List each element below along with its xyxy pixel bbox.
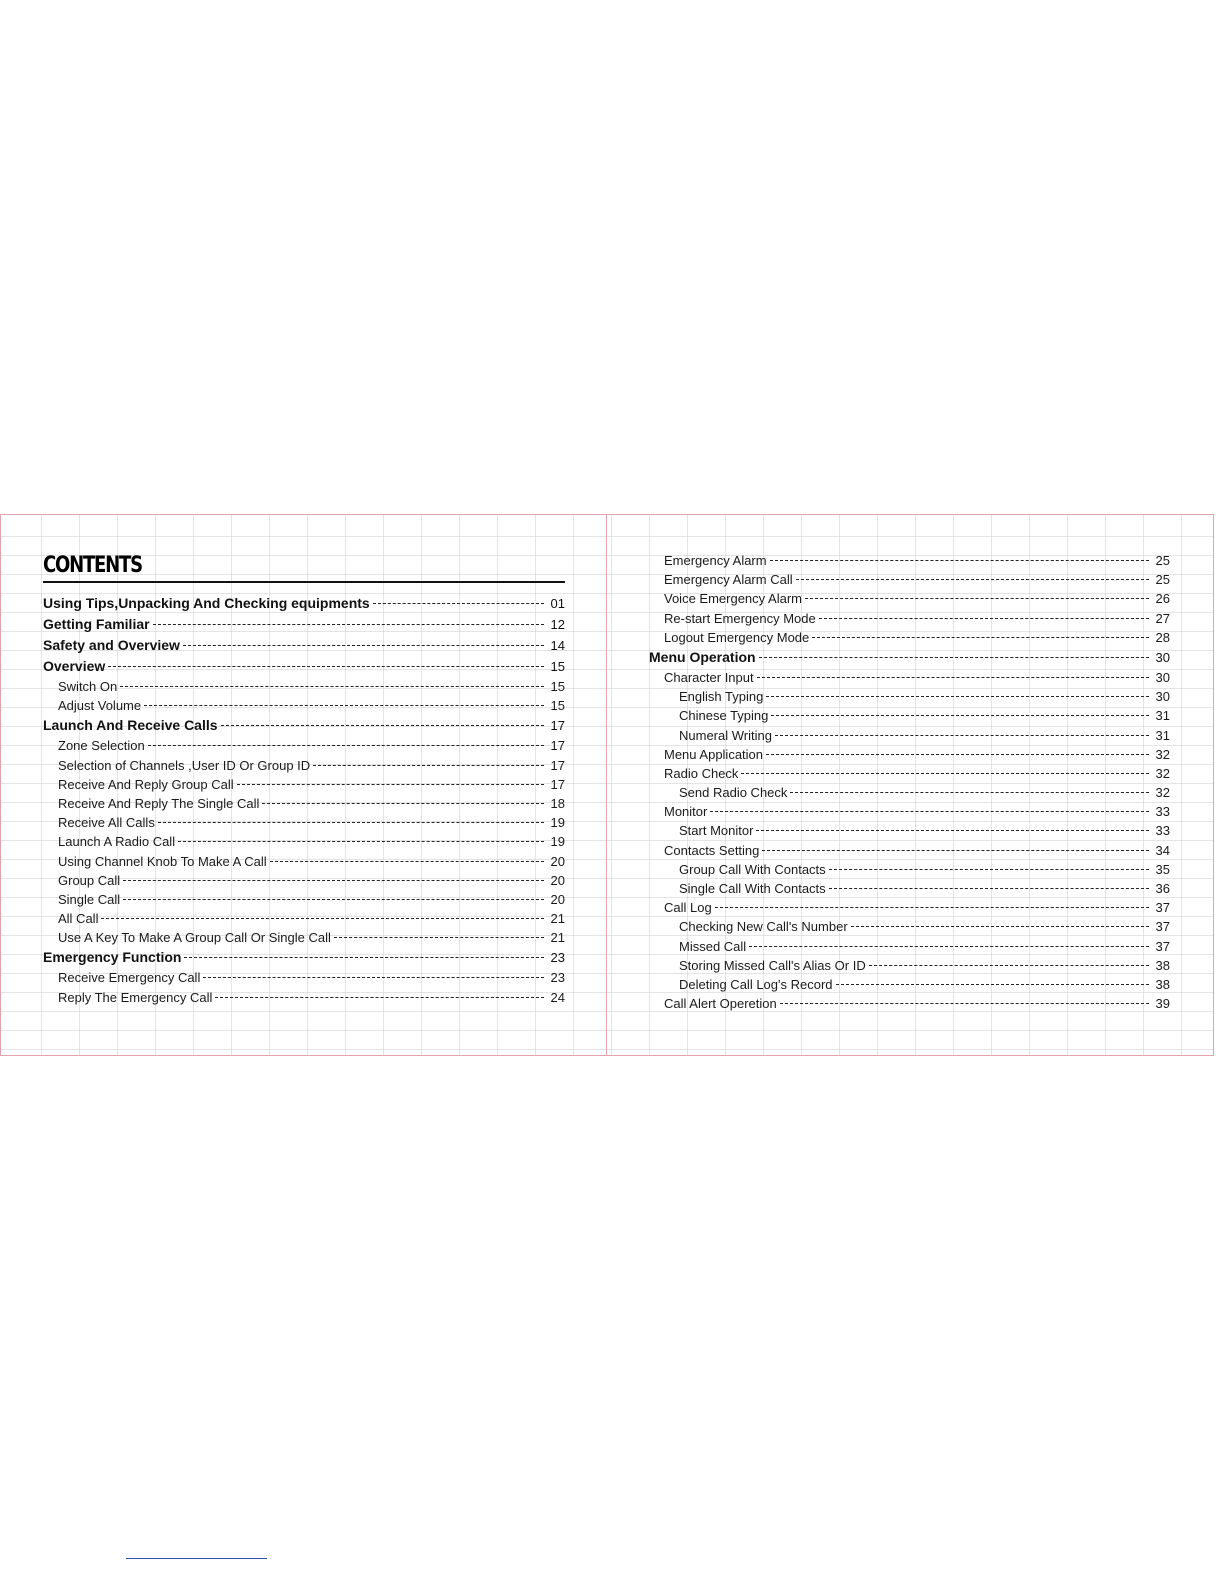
toc-page-number: 37 [1155,919,1170,935]
toc-entry-adjust-volume[interactable] [43,696,565,715]
footer-link-underline [126,1558,267,1559]
toc-entry-label: Single Call With Contacts [679,881,826,896]
toc-entry-label: Receive All Calls [58,815,155,831]
toc-page-number: 33 [1155,823,1170,839]
toc-page-number: 35 [1155,861,1170,877]
toc-page-number: 26 [1155,591,1170,607]
toc-page-number: 19 [550,834,565,850]
toc-dot-leader [796,579,1149,580]
toc-page-number: 20 [550,891,565,907]
toc-dot-leader [108,666,544,667]
toc-entry-group-call-with-contacts[interactable] [649,860,1170,879]
toc-page-number: 20 [550,872,565,888]
toc-page-number: 39 [1155,996,1170,1012]
toc-entry-overview[interactable] [43,656,565,677]
toc-entry-using-tips-unpacking-and-checking-equipments[interactable] [43,593,565,614]
toc-entry-label: Voice Emergency Alarm [664,591,803,607]
toc-entry-group-call[interactable] [43,871,565,890]
toc-page-number: 15 [550,659,565,674]
page-fold-line [606,515,607,1055]
toc-page-number: 17 [550,738,565,754]
toc-entry-zone-selection[interactable] [43,736,565,755]
toc-page-number: 30 [1155,669,1170,685]
toc-dot-leader [851,926,1149,927]
toc-entry-receive-and-reply-group-call[interactable] [43,775,565,794]
toc-entry-emergency-alarm-call[interactable] [649,570,1170,589]
toc-entry-missed-call[interactable] [649,937,1170,956]
toc-dot-leader [158,822,544,823]
toc-entry-label: Send Radio Check [679,785,788,801]
toc-entry-label: Numeral Writing [679,727,772,743]
toc-dot-leader [715,907,1149,908]
toc-entry-send-radio-check[interactable] [649,783,1170,802]
toc-entry-label: Emergency Function [43,949,182,966]
toc-page-number: 15 [550,679,565,694]
manual-spread [0,514,1214,1056]
toc-page-number: 17 [550,776,565,792]
contents-title: CONTENTS [43,553,142,578]
toc-entry-label: Radio Check [664,765,739,781]
toc-entry-label: Call Alert Operetion [664,996,777,1012]
toc-dot-leader [221,725,544,726]
toc-entry-call-alert-operetion[interactable] [649,994,1170,1013]
toc-page-number: 17 [550,757,565,773]
toc-entry-single-call-with-contacts[interactable] [649,879,1170,898]
toc-entry-label: Group Call With Contacts [679,861,826,877]
toc-dot-leader [790,792,1149,793]
toc-dot-leader [741,773,1149,774]
toc-entry-launch-and-receive-calls[interactable] [43,715,565,736]
toc-entry-label: Receive Emergency Call [58,970,201,986]
toc-entry-monitor[interactable] [649,802,1170,821]
toc-entry-label: Menu Application [664,746,764,762]
toc-entry-call-log[interactable] [649,898,1170,917]
toc-entry-voice-emergency-alarm[interactable] [649,589,1170,608]
toc-page-number: 27 [1155,610,1170,626]
toc-dot-leader [184,957,544,958]
toc-entry-label: Selection of Channels ,User ID Or Group ID [58,757,311,773]
toc-dot-leader [812,637,1149,638]
toc-dot-leader [183,645,544,646]
toc-entry-label: Logout Emergency Mode [664,629,810,645]
toc-entry-label: Group Call [58,872,121,888]
toc-page-number: 37 [1155,900,1170,916]
toc-page-number: 30 [1155,689,1170,705]
toc-page-number: 21 [550,911,565,927]
toc-dot-leader [766,696,1149,697]
toc-entry-character-input[interactable] [649,668,1170,687]
toc-entry-label: Reply The Emergency Call [58,989,213,1005]
toc-page-number: 18 [550,795,565,811]
toc-page-number: 20 [550,853,565,869]
toc-page-number: 31 [1155,727,1170,743]
toc-dot-leader [313,765,544,766]
toc-entry-label: Using Channel Knob To Make A Call [58,853,267,869]
toc-dot-leader [805,598,1149,599]
toc-page-number: 33 [1155,804,1170,820]
toc-entry-menu-application[interactable] [649,745,1170,764]
toc-dot-leader [756,830,1149,831]
toc-page-number: 23 [550,970,565,986]
toc-entry-receive-and-reply-the-single-call[interactable] [43,794,565,813]
toc-entry-reply-the-emergency-call[interactable] [43,988,565,1007]
toc-page-number: 01 [550,596,565,611]
toc-dot-leader [148,745,544,746]
toc-entry-deleting-call-log-s-record[interactable] [649,975,1170,994]
toc-entry-label: Launch A Radio Call [58,834,176,850]
toc-entry-label: Menu Operation [649,648,756,665]
toc-dot-leader [123,899,544,900]
toc-entry-label: Re-start Emergency Mode [664,610,816,626]
toc-page-number: 36 [1155,881,1170,896]
toc-entry-receive-emergency-call[interactable] [43,968,565,987]
toc-entry-label: Monitor [664,804,708,820]
toc-entry-start-monitor[interactable] [649,821,1170,840]
toc-entry-getting-familiar[interactable] [43,614,565,635]
toc-dot-leader [262,803,544,804]
toc-entry-contacts-setting[interactable] [649,841,1170,860]
toc-entry-storing-missed-call-s-alias-or-id[interactable] [649,956,1170,975]
toc-page-number: 28 [1155,629,1170,645]
toc-entry-label: Use A Key To Make A Group Call Or Single Call [58,930,331,946]
toc-dot-leader [780,1003,1149,1004]
toc-entry-emergency-alarm[interactable] [649,551,1170,570]
toc-page-number: 37 [1155,938,1170,954]
toc-page-number: 32 [1155,785,1170,801]
toc-entry-label: Overview [43,658,106,674]
toc-dot-leader [203,977,544,978]
toc-entry-using-channel-knob-to-make-a-call[interactable] [43,852,565,871]
toc-entry-selection-of-channels-user-id-or-group-id[interactable] [43,756,565,775]
toc-entry-label: Checking New Call's Number [679,919,848,935]
toc-page-number: 38 [1155,957,1170,973]
toc-entry-label: Contacts Setting [664,842,760,858]
toc-entry-label: Emergency Alarm Call [664,572,793,588]
toc-dot-leader [237,784,544,785]
toc-page-number: 38 [1155,976,1170,992]
toc-dot-leader [215,997,544,998]
toc-dot-leader [120,686,544,687]
toc-dot-leader [153,624,544,625]
toc-dot-leader [775,735,1149,736]
toc-list-right [649,551,1170,1013]
toc-entry-menu-operation[interactable] [649,647,1170,668]
toc-entry-label: Zone Selection [58,738,145,754]
toc-dot-leader [749,946,1149,947]
toc-entry-label: Call Log [664,900,712,916]
toc-dot-leader [759,657,1149,658]
toc-page-number: 25 [1155,553,1170,568]
toc-page-number: 15 [550,698,565,714]
toc-entry-launch-a-radio-call[interactable] [43,832,565,851]
toc-entry-label: Launch And Receive Calls [43,717,218,734]
toc-entry-label: Switch On [58,679,118,694]
toc-entry-numeral-writing[interactable] [649,726,1170,745]
toc-page-number: 34 [1155,842,1170,858]
toc-list-left [43,593,565,1007]
toc-entry-label: Single Call [58,891,121,907]
toc-entry-label: Storing Missed Call's Alias Or ID [679,957,866,973]
toc-page-number: 19 [550,815,565,831]
toc-entry-label: Character Input [664,669,754,685]
toc-dot-leader [101,918,544,919]
toc-dot-leader [334,937,544,938]
toc-entry-label: Receive And Reply Group Call [58,776,234,792]
toc-dot-leader [770,560,1149,561]
toc-entry-label: Emergency Alarm [664,553,767,568]
toc-entry-logout-emergency-mode[interactable] [649,628,1170,647]
toc-entry-label: Missed Call [679,938,747,954]
toc-entry-english-typing[interactable] [649,687,1170,706]
toc-page-number: 32 [1155,746,1170,762]
toc-dot-leader [178,841,544,842]
toc-entry-use-a-key-to-make-a-group-call-or-single-call[interactable] [43,928,565,947]
toc-entry-all-call[interactable] [43,909,565,928]
toc-page-number: 24 [550,989,565,1005]
toc-entry-re-start-emergency-mode[interactable] [649,609,1170,628]
toc-entry-emergency-function[interactable] [43,947,565,968]
title-rule [43,581,565,583]
toc-entry-label: Adjust Volume [58,698,142,714]
toc-page-number: 12 [550,617,565,632]
toc-page-number: 17 [550,718,565,734]
toc-entry-radio-check[interactable] [649,764,1170,783]
toc-page-number: 14 [550,638,565,653]
toc-entry-label: Receive And Reply The Single Call [58,795,260,811]
toc-entry-label: All Call [58,911,99,927]
toc-entry-checking-new-call-s-number[interactable] [649,917,1170,936]
toc-dot-leader [771,715,1149,716]
toc-entry-label: Start Monitor [679,823,754,839]
toc-dot-leader [710,811,1149,812]
toc-entry-single-call[interactable] [43,890,565,909]
toc-entry-label: Safety and Overview [43,637,180,653]
toc-entry-chinese-typing[interactable] [649,706,1170,725]
toc-dot-leader [766,754,1149,755]
toc-dot-leader [270,861,544,862]
toc-page-number: 32 [1155,765,1170,781]
toc-page-number: 25 [1155,572,1170,588]
toc-dot-leader [829,869,1149,870]
toc-dot-leader [762,850,1149,851]
toc-page-number: 21 [550,930,565,946]
toc-entry-label: Using Tips,Unpacking And Checking equipments [43,595,370,611]
toc-entry-label: Deleting Call Log's Record [679,976,833,992]
toc-page-number: 30 [1155,649,1170,665]
toc-page-number: 23 [550,950,565,966]
toc-dot-leader [829,888,1149,889]
toc-dot-leader [819,618,1149,619]
toc-dot-leader [869,965,1149,966]
toc-entry-label: Chinese Typing [679,708,769,724]
toc-dot-leader [836,984,1149,985]
toc-dot-leader [373,603,544,604]
toc-entry-label: English Typing [679,689,764,705]
toc-entry-switch-on[interactable] [43,677,565,696]
toc-page-number: 31 [1155,708,1170,724]
toc-entry-safety-and-overview[interactable] [43,635,565,656]
toc-dot-leader [144,705,544,706]
toc-dot-leader [757,677,1149,678]
toc-entry-label: Getting Familiar [43,616,150,632]
toc-entry-receive-all-calls[interactable] [43,813,565,832]
toc-dot-leader [123,880,544,881]
